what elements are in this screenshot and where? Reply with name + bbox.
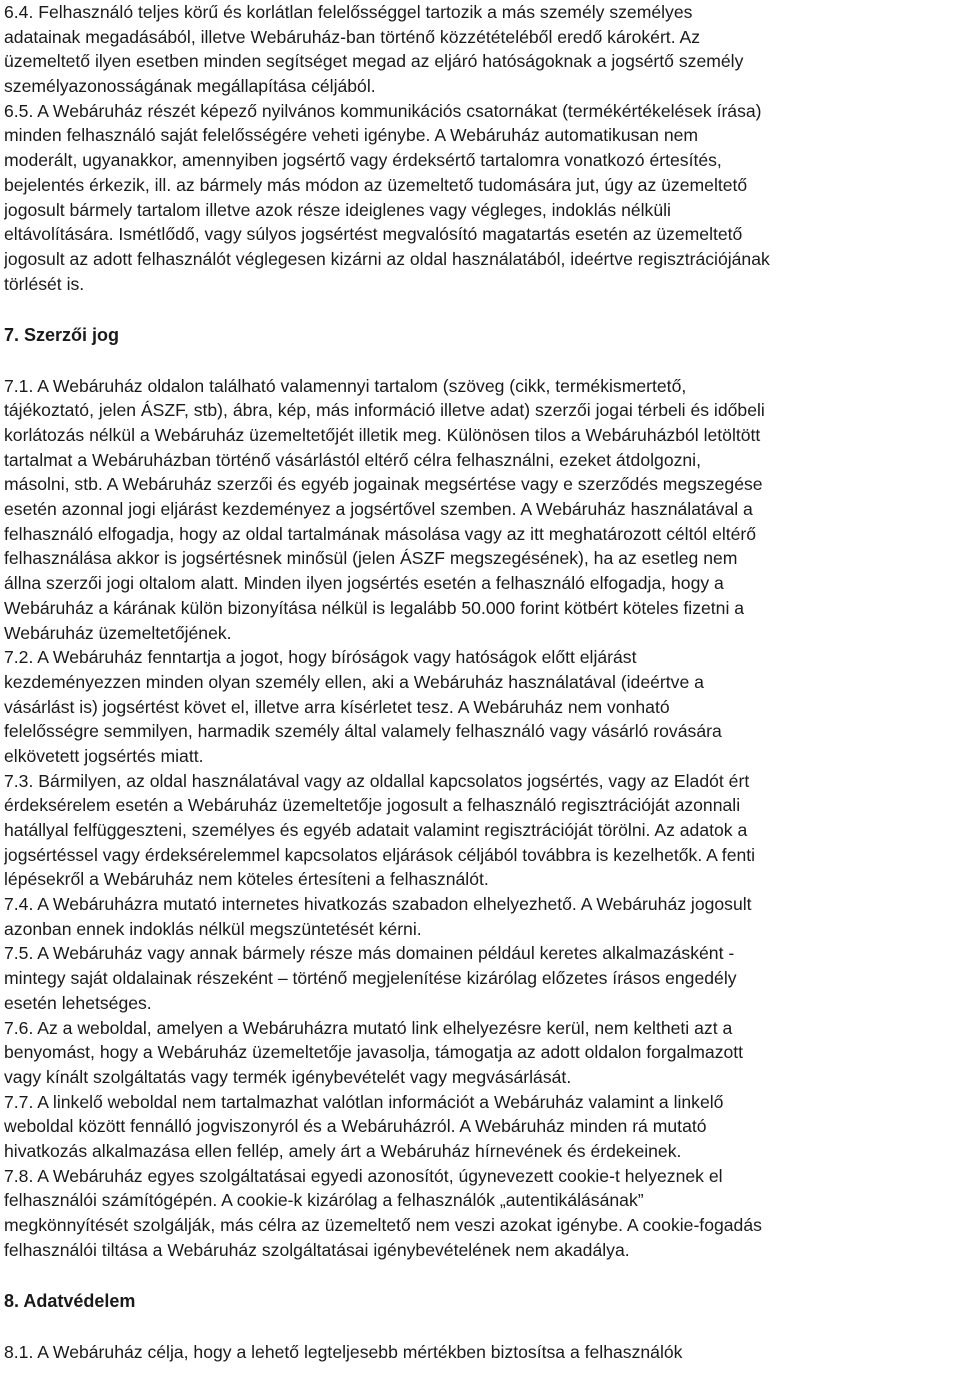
text-line: 7.5. A Webáruház vagy annak bármely része más domainen például keretes alkalmazásként - [4,943,735,964]
text-line: felhasználó elfogadja, hogy az oldal tartalmának másolása vagy az itt meghatározott céltól eltérő [4,523,757,544]
spacer [4,1315,958,1340]
paragraph-p-7-8 [4,1164,958,1263]
text-line: benyomást, hogy a Webáruház üzemeltetője javasolja, támogatja az adott oldalon forgalmazott [4,1042,744,1063]
text-line: megkönnyítését szolgálják, más célra az üzemeltető nem veszi azokat igénybe. A cookie-fogadás [4,1215,762,1235]
text-line: másolni, stb. A Webáruház szerzői és egyéb jogainak megsértése vagy e szerződés megszegése [4,474,763,495]
text-line: üzemeltető ilyen esetben minden segítséget megad az eljáró hatóságoknak a jogsértő személy [4,51,744,72]
text-line: felhasználása akkor is jogsértésnek minősül (jelen ÁSZF megszegésének), ha az esetleg nem [4,548,738,569]
text-line: tájékoztató, jelen ÁSZF, stb), ábra, kép, más információ illetve adat) szerzői jogai térbeli és időbeli [4,400,765,421]
text-line: vásárlást is) jogsértést követ el, illetve arra kísérletet tesz. A Webáruház nem vonható [4,696,670,717]
text-line: Webáruház üzemeltetőjének. [4,622,232,643]
paragraph-p-6-5 [4,99,958,297]
text-line: bejelentés érkezik, ill. az bármely más módon az üzemeltető tudomására jut, úgy az üzemeltető [4,174,748,195]
text-line: 6.4. Felhasználó teljes körű és korlátlan felelősséggel tartozik a más személy személyes [4,2,693,22]
text-line: mintegy saját oldalainak részeként – történő megjelenítése kizárólag előzetes írásos engedély [4,968,737,989]
text-line: személyazonosságának megállapítása céljából. [4,76,376,97]
text-line: 7.7. A linkelő weboldal nem tartalmazhat valótlan információt a Webáruház valamint a linkelő [4,1091,724,1112]
paragraph-p-8-1 [4,1340,958,1365]
text-line: állna szerzői jogi oltalom alatt. Minden ilyen jogsértés esetén a felhasználó elfogadja, hogy a [4,573,724,594]
text-line: 7.2. A Webáruház fenntartja a jogot, hogy bíróságok vagy hatóságok előtt eljárást [4,647,637,668]
text-line: érdeksérelem esetén a Webáruház üzemeltetője jogosult a felhasználó regisztrációját azonnali [4,795,741,816]
paragraph-p-6-4 [4,0,958,99]
text-line: jogsértéssel vagy érdeksérelemmel kapcsolatos eljárások céljából továbbra is kezelhetők. A fenti [4,844,756,865]
text-line: 6.5. A Webáruház részét képező nyilvános kommunikációs csatornákat (termékértékelések írása) [4,100,762,121]
text-line: vagy kínált szolgáltatás vagy termék igénybevételét vagy megvásárlását. [4,1066,572,1087]
text-line: 8.1. A Webáruház célja, hogy a lehető legteljesebb mértékben biztosítsa a felhasználók [4,1341,683,1362]
text-line: törlését is. [4,273,85,294]
text-line: tartalmat a Webáruházban történő vásárlástól eltérő célra felhasználni, ezeket átdolgozni, [4,449,701,470]
text-line: elkövetett jogsértés miatt. [4,745,204,766]
text-line: azonban ennek indoklás nélkül megszüntetését kérni. [4,918,422,939]
section-heading: 7. Szerzői jog [4,324,120,345]
text-line: jogosult az adott felhasználót véglegesen kizárni az oldal használatából, ideértve regisztrációjának [4,248,770,269]
text-line: kezdeményezzen minden olyan személy ellen, aki a Webáruház használatával (ideértve a [4,671,704,692]
text-line: lépésekről a Webáruház nem köteles értesíteni a felhasználót. [4,869,489,890]
spacer [4,349,958,374]
paragraph-p-7-5 [4,941,958,1015]
terms-document [4,0,958,1364]
text-line: felhasználói számítógépén. A cookie-k kizárólag a felhasználók „autentikálásának” [4,1190,644,1211]
text-line: moderált, ugyanakkor, amennyiben jogsértő vagy érdeksértő tartalomra vonatkozó értesítés, [4,150,722,171]
text-line: jogosult bármely tartalom illetve azok része ideiglenes vagy végleges, indoklás nélküli [4,199,671,220]
text-line: esetén lehetséges. [4,992,152,1013]
text-line: Webáruház a kárának külön bizonyítása nélkül is legalább 50.000 forint kötbért köteles fizetni a [4,597,745,618]
paragraph-p-7-4 [4,892,958,941]
text-line: esetén azonnal jogi eljárást kezdeményez a jogsértővel szemben. A Webáruház használatával a [4,499,753,520]
text-line: weboldal között fennálló jogviszonyról és a Webáruházról. A Webáruház minden rá mutató [4,1116,707,1137]
text-line: 7.1. A Webáruház oldalon található valamennyi tartalom (szöveg (cikk, termékismertető, [4,375,687,396]
paragraph-p-7-6 [4,1016,958,1090]
text-line: hatállyal felfüggeszteni, személyes és egyéb adatait valamint regisztrációját törölni. Az adatok a [4,820,748,840]
text-line: eltávolítására. Ismétlődő, vagy súlyos jogsértést megvalósító magatartás esetén az üzemeltető [4,224,743,245]
text-line: felhasználói tiltása a Webáruház szolgáltatásai igénybevételének nem akadálya. [4,1239,630,1260]
paragraph-p-7-1 [4,374,958,646]
paragraph-p-7-2 [4,645,958,768]
paragraph-p-7-3 [4,769,958,892]
text-line: 7.6. Az a weboldal, amelyen a Webáruházra mutató link elhelyezésre kerül, nem keltheti azt a [4,1017,733,1038]
text-line: korlátozás nélkül a Webáruház üzemeltetőjét illetik meg. Különösen tilos a Webáruházból letöltött [4,425,761,445]
text-line: 7.3. Bármilyen, az oldal használatával vagy az oldallal kapcsolatos jogsértés, vagy az Eladót ért [4,770,750,791]
section-heading: 8. Adatvédelem [4,1291,136,1312]
spacer [4,1262,958,1287]
text-line: felelősségre semmilyen, harmadik személy által valamely felhasználó vagy vásárló rovására [4,721,722,742]
paragraph-p-7-7 [4,1090,958,1164]
text-line: 7.4. A Webáruházra mutató internetes hivatkozás szabadon elhelyezhető. A Webáruház jogosult [4,894,752,915]
text-line: 7.8. A Webáruház egyes szolgáltatásai egyedi azonosítót, úgynevezett cookie-t helyeznek el [4,1165,723,1186]
text-line: minden felhasználó saját felelősségére veheti igénybe. A Webáruház automatikusan nem [4,125,699,146]
text-line: hivatkozás alkalmazása ellen fellép, amely árt a Webáruház hírnevének és érdekeinek. [4,1140,682,1161]
text-line: adatainak megadásából, illetve Webáruház-ban történő közzétételéből eredő károkért. Az [4,26,701,47]
spacer [4,296,958,321]
